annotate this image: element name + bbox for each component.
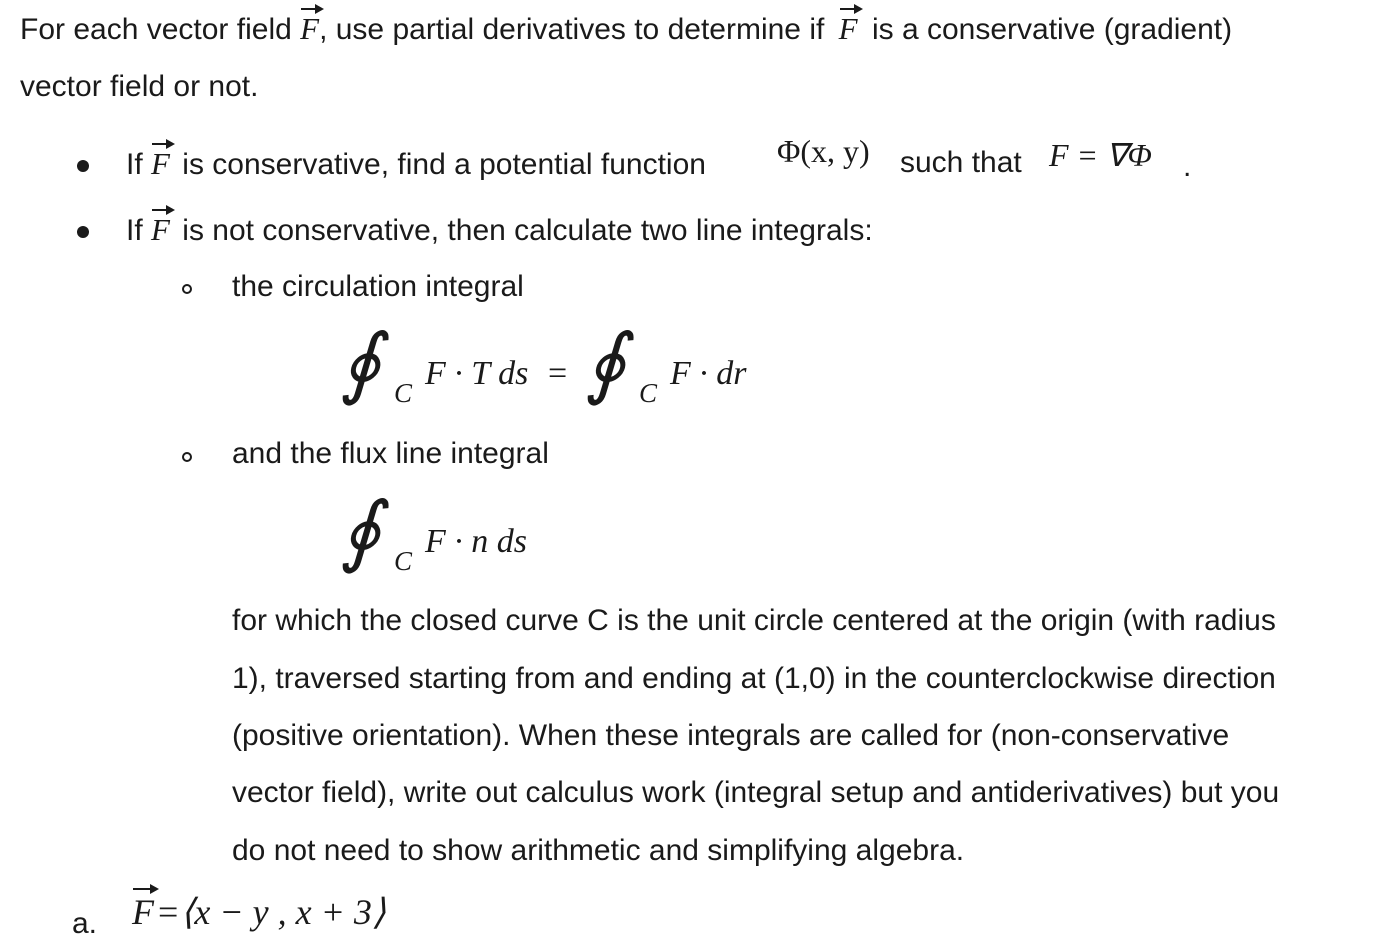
contour-integral-symbol: ∮	[340, 486, 381, 576]
bullet-2-middle: is not conservative, then calculate two line integrals:	[182, 214, 873, 247]
bullet-1-middle: is conservative, find a potential function	[182, 148, 706, 181]
intro-text-3: is a conservative (gradient)	[871, 13, 1233, 46]
intro-line-1	[20, 11, 1232, 47]
vector-f-symbol: F	[151, 146, 170, 181]
curve-c-subscript: C	[394, 546, 413, 576]
problem-a-equation	[132, 891, 386, 933]
sub-bullet-ring	[182, 284, 192, 294]
bullet-dot	[77, 226, 89, 238]
equals-sign: =	[158, 892, 179, 932]
curve-c-subscript: C	[639, 378, 658, 408]
paragraph-line: 1), traversed starting from and ending at (1,0) in the counterclockwise direction	[232, 662, 1276, 695]
intro-line-2: vector field or not.	[20, 70, 259, 103]
gradient-relation: F = ∇Φ	[1049, 137, 1152, 173]
contour-integral-symbol: ∮	[340, 318, 381, 408]
bullet-1-period: .	[1183, 150, 1192, 183]
circulation-left: F · T ds	[425, 355, 529, 392]
intro-text-2: , use partial derivatives to determine if	[319, 13, 825, 46]
sub-bullet-2-text: and the flux line integral	[232, 437, 549, 470]
sub-bullet-ring	[182, 452, 192, 462]
flux-integrand: F · n ds	[425, 523, 527, 560]
bullet-dot	[77, 160, 89, 172]
circulation-right: F · dr	[670, 355, 747, 392]
bullet-1-text	[126, 146, 706, 182]
paragraph-line: (positive orientation). When these integrals are called for (non-conservative	[232, 719, 1230, 752]
problem-a-label: a.	[72, 907, 98, 940]
vector-f-symbol: F	[151, 212, 170, 247]
intro-text-1: For each vector field	[20, 13, 292, 46]
potential-function-phi: Φ(x, y)	[777, 133, 870, 169]
paragraph-line: do not need to show arithmetic and simplifying algebra.	[232, 834, 965, 867]
paragraph-line: for which the closed curve C is the unit circle centered at the origin (with radius	[232, 604, 1276, 637]
equals-sign: =	[548, 355, 568, 392]
vector-f-symbol: F	[838, 11, 858, 46]
bullet-2-text	[126, 212, 873, 248]
vector-components: ⟨x − y , x + 3⟩	[180, 892, 386, 932]
curve-c-subscript: C	[394, 378, 413, 408]
contour-integral-symbol: ∮	[585, 318, 626, 408]
such-that-text: such that	[900, 146, 1022, 179]
bullet-1-prefix: If	[126, 148, 143, 181]
bullet-2-prefix: If	[126, 214, 143, 247]
sub-bullet-1-text: the circulation integral	[232, 270, 524, 303]
paragraph-line: vector field), write out calculus work (integral setup and antiderivatives) but you	[232, 776, 1280, 809]
vector-f-symbol: F	[300, 11, 320, 46]
vector-f-symbol: F	[132, 892, 154, 932]
